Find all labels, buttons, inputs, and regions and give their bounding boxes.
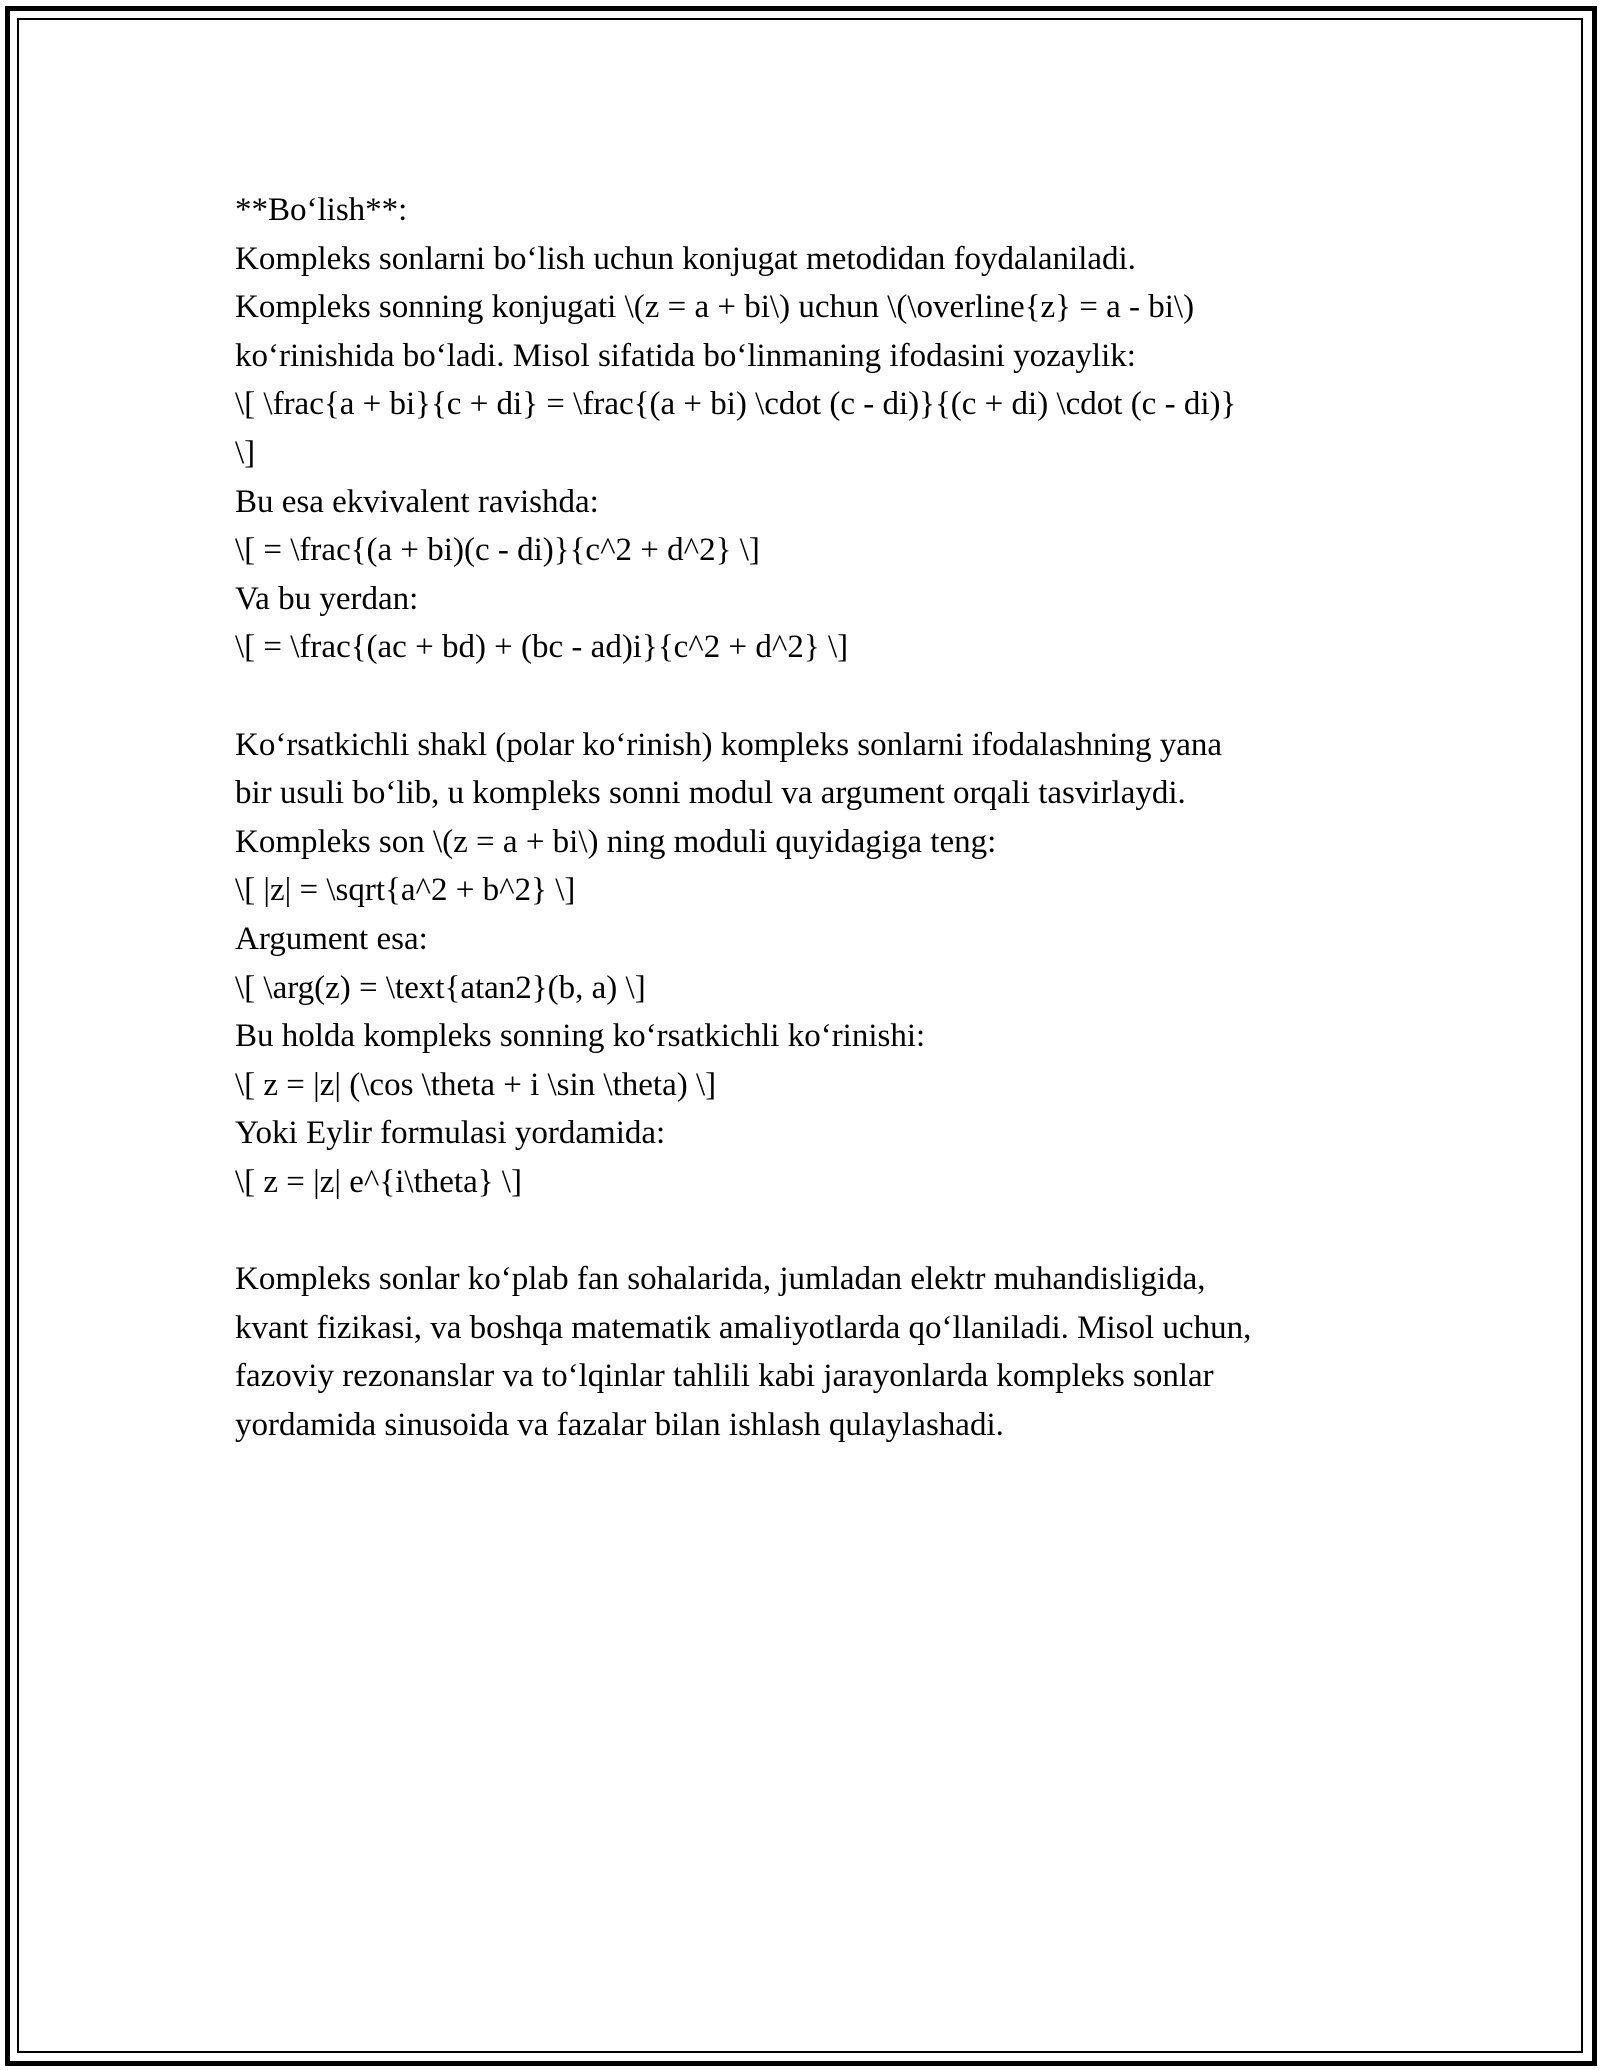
paragraph-gap [235,1206,1415,1255]
paragraph-line: Bu holda kompleks sonning ko‘rsatkichli ko‘rinishi: [235,1018,926,1055]
paragraph-line: Kompleks sonlarni bo‘lish uchun konjugat metodidan foydalaniladi. [235,240,1136,277]
paragraph-line: Yoki Eylir formulasi yordamida: [235,1115,666,1152]
paragraph-line: Ko‘rsatkichli shakl (polar ko‘rinish) kompleks sonlarni ifodalashning yana [235,726,1223,763]
formula-line: \[ = \frac{(ac + bd) + (bc - ad)i}{c^2 + d^2} \] [235,629,849,666]
formula-line: \[ \frac{a + bi}{c + di} = \frac{(a + bi) \cdot (c - di)}{(c + di) \cdot (c - di)} [235,386,1237,423]
formula-line: \[ |z| = \sqrt{a^2 + b^2} \] [235,872,576,909]
formula-line: \] [235,434,256,471]
paragraph-line: Argument esa: [235,920,428,957]
document-body [235,186,1415,1449]
paragraph-line: yordamida sinusoida va fazalar bilan ishlash qulaylashadi. [235,1406,1004,1443]
paragraph-line: Kompleks sonning konjugati \(z = a + bi\) uchun \(\overline{z} = a - bi\) [235,289,1195,326]
section-division [235,186,1415,672]
formula-line: \[ \arg(z) = \text{atan2}(b, a) \] [235,969,646,1006]
paragraph-line: Kompleks sonlar ko‘plab fan sohalarida, jumladan elektr muhandisligida, [235,1261,1206,1298]
paragraph-line: ko‘rinishida bo‘ladi. Misol sifatida bo‘linmaning ifodasini yozaylik: [235,337,1136,374]
paragraph-line: bir usuli bo‘lib, u kompleks sonni modul va argument orqali tasvirlaydi. [235,775,1186,812]
formula-line: \[ = \frac{(a + bi)(c - di)}{c^2 + d^2} \] [235,532,760,569]
formula-line: \[ z = |z| (\cos \theta + i \sin \theta) \] [235,1066,717,1103]
formula-line: \[ z = |z| e^{i\theta} \] [235,1163,522,1200]
paragraph-line: kvant fizikasi, va boshqa matematik amaliyotlarda qo‘llaniladi. Misol uchun, [235,1309,1252,1346]
paragraph-line: fazoviy rezonanslar va to‘lqinlar tahlili kabi jarayonlarda kompleks sonlar [235,1358,1214,1395]
section-heading: **Bo‘lish**: [235,192,408,228]
paragraph-line: Bu esa ekvivalent ravishda: [235,483,599,520]
section-exponential-form [235,721,1415,1207]
paragraph-gap [235,672,1415,721]
paragraph-line: Kompleks son \(z = a + bi\) ning moduli quyidagiga teng: [235,823,997,860]
section-applications [235,1255,1415,1449]
paragraph-line: Va bu yerdan: [235,580,419,617]
